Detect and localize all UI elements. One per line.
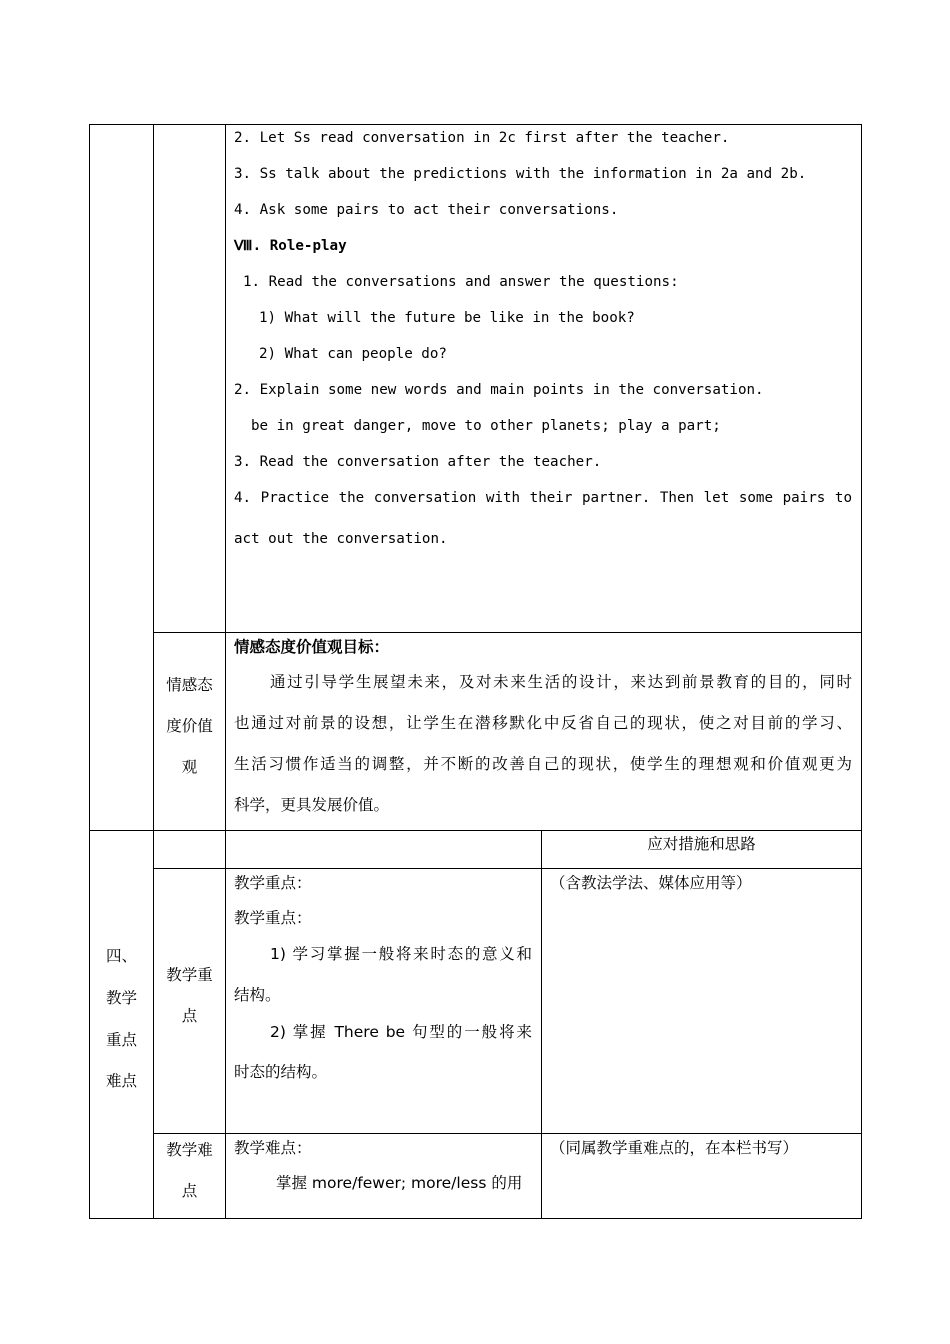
values-label-line-2: 度价值 xyxy=(166,717,213,735)
roleplay-step-4-line-2: act out the conversation. xyxy=(234,531,448,547)
difficulty-label-line-1: 教学难 xyxy=(166,1141,213,1159)
difficulty-label-line-2: 点 xyxy=(181,1182,198,1200)
step-3-text: 3. Ss talk about the predictions with the information in 2a and 2b. xyxy=(234,166,807,182)
key-points-heading-1: 教学重点： xyxy=(234,874,312,892)
key-point-2-line-1: 2) 掌握 There be 句型的一般将来 xyxy=(270,1023,532,1041)
key-points-heading-2: 教学重点： xyxy=(234,909,312,927)
column-divider-3 xyxy=(541,830,542,1219)
roleplay-step-2: 2. Explain some new words and main points in the conversation. xyxy=(234,382,764,398)
key-points-label-line-2: 点 xyxy=(181,1007,198,1025)
section4-label-line-3: 重点 xyxy=(105,1031,137,1049)
measures-header: 应对措施和思路 xyxy=(647,835,756,853)
row-divider-section4 xyxy=(89,830,862,831)
step-2-text: 2. Let Ss read conversation in 2c first after the teacher. xyxy=(234,130,730,146)
roleplay-heading: Ⅷ. Role-play xyxy=(234,238,347,254)
row-divider-difficulty xyxy=(153,1133,862,1134)
values-label-line-1: 情感态 xyxy=(166,676,213,694)
table-border-bottom xyxy=(89,1218,862,1219)
roleplay-question-1: 1) What will the future be like in the book? xyxy=(259,310,635,326)
values-label-line-3: 观 xyxy=(181,758,198,776)
roleplay-step-3: 3. Read the conversation after the teacher. xyxy=(234,454,602,470)
row-divider-header xyxy=(153,868,862,869)
key-point-1-line-1: 1) 学习掌握一般将来时态的意义和 xyxy=(270,945,532,963)
key-point-1-line-2: 结构。 xyxy=(234,986,281,1004)
values-paragraph-line-2: 也通过对前景的设想，让学生在潜移默化中反省自己的现状，使之对目前的学习、 xyxy=(234,714,852,732)
key-points-label-line-1: 教学重 xyxy=(166,966,213,984)
roleplay-vocabulary: be in great danger, move to other planets; play a part; xyxy=(251,418,721,434)
roleplay-step-4-line-1: 4. Practice the conversation with their partner. Then let some pairs to xyxy=(234,490,852,506)
section4-label-line-2: 教学 xyxy=(105,989,137,1007)
values-paragraph-line-3: 生活习惯作适当的调整，并不断的改善自己的现状，使学生的理想观和价值观更为 xyxy=(234,755,852,773)
table-border-top xyxy=(89,124,862,125)
column-divider-1 xyxy=(153,124,154,1219)
table-border-left xyxy=(89,124,90,1219)
step-4-text: 4. Ask some pairs to act their conversations. xyxy=(234,202,619,218)
difficulty-heading: 教学难点： xyxy=(234,1139,312,1157)
section4-label-line-4: 难点 xyxy=(105,1072,137,1090)
key-point-2-line-2: 时态的结构。 xyxy=(234,1063,328,1081)
roleplay-step-1: 1. Read the conversations and answer the questions: xyxy=(243,274,679,290)
values-heading: 情感态度价值观目标： xyxy=(234,638,390,656)
roleplay-question-2: 2) What can people do? xyxy=(259,346,447,362)
difficulty-note: （同属教学重难点的，在本栏书写） xyxy=(550,1139,799,1157)
row-divider-values xyxy=(153,632,862,633)
values-paragraph-line-1: 通过引导学生展望未来，及对未来生活的设计，来达到前景教育的目的，同时 xyxy=(270,673,852,691)
difficulty-line-1: 掌握 more/fewer; more/less 的用 xyxy=(276,1174,523,1192)
key-points-note: （含教法学法、媒体应用等） xyxy=(550,874,752,892)
values-paragraph-line-4: 科学，更具发展价值。 xyxy=(234,796,390,814)
table-border-right xyxy=(861,124,862,1219)
column-divider-2 xyxy=(225,124,226,1219)
section4-label-line-1: 四、 xyxy=(105,947,137,965)
